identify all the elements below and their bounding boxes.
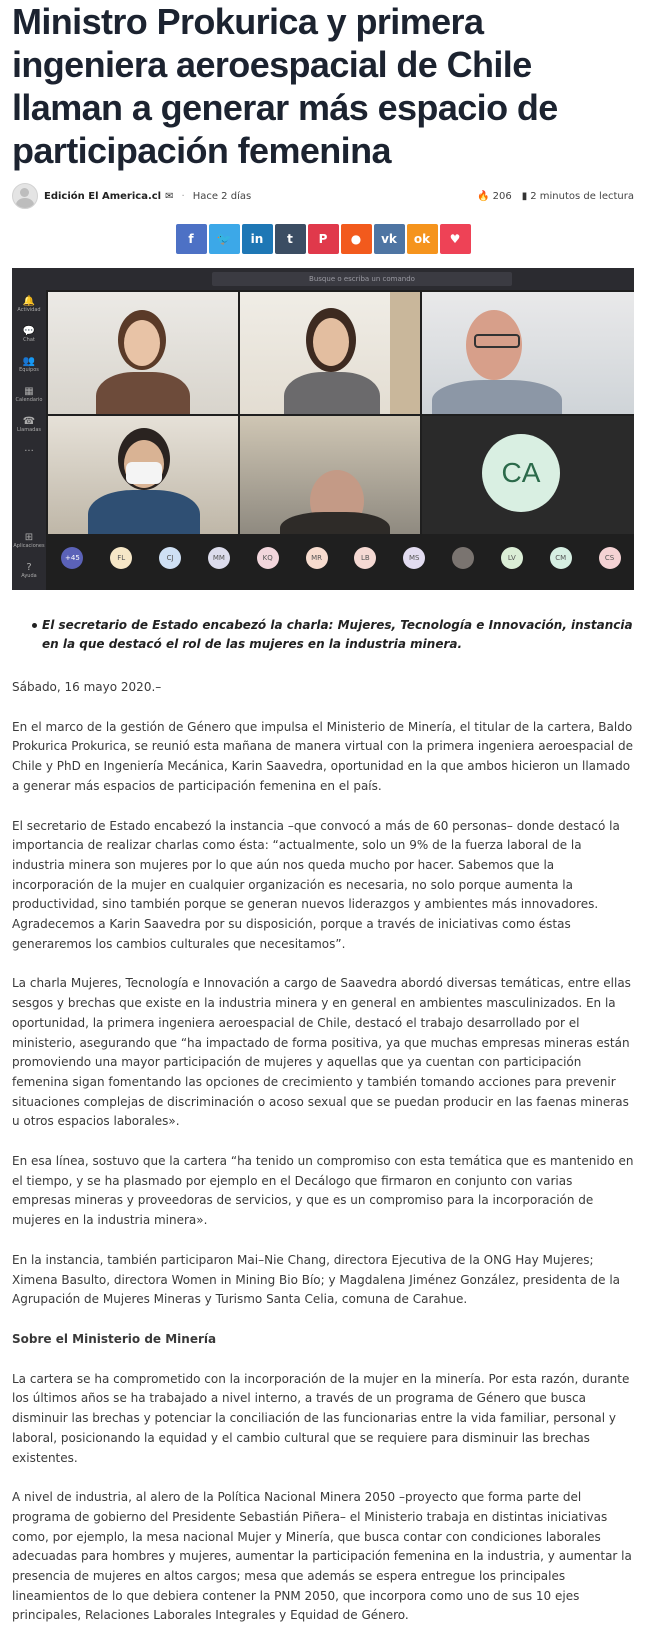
video-call-image xyxy=(12,268,634,590)
teams-titlebar xyxy=(12,268,634,290)
participant-chip: MR xyxy=(306,547,328,569)
participant-more: +45 xyxy=(61,547,83,569)
author-avatar[interactable] xyxy=(12,183,38,209)
participant-chip: LB xyxy=(354,547,376,569)
bookmark-icon: ▮ xyxy=(521,190,528,202)
share-facebook-button[interactable] xyxy=(176,224,207,254)
publish-date: Hace 2 días xyxy=(192,190,252,202)
video-tile-6 xyxy=(422,416,634,534)
participant-chip: CM xyxy=(550,547,572,569)
article-paragraph: Sábado, 16 mayo 2020.– xyxy=(12,680,162,694)
video-tile-1 xyxy=(48,292,238,414)
participant-chip: MM xyxy=(208,547,230,569)
share-twitter-button[interactable] xyxy=(209,224,240,254)
participant-initials: CA xyxy=(482,434,560,512)
teams-search: Busque o escriba un comando xyxy=(212,272,512,286)
author-name[interactable]: Edición El America.cl xyxy=(44,190,162,202)
more-icon: ··· xyxy=(24,446,34,457)
article-meta xyxy=(12,178,634,214)
chat-icon: 💬 Chat xyxy=(22,326,36,343)
share-pinterest-button[interactable] xyxy=(308,224,339,254)
facebook-icon: f xyxy=(188,232,194,246)
participant-chip: KQ xyxy=(257,547,279,569)
article xyxy=(12,0,634,1626)
pocket-icon: ♥ xyxy=(449,232,461,246)
video-tile-3 xyxy=(422,292,634,414)
participant-chip: LV xyxy=(501,547,523,569)
phone-icon: ☎ Llamadas xyxy=(16,416,42,433)
article-paragraph: La cartera se ha comprometido con la incorporación de la mujer en la minería. Por esta razón, durante los últimos años se ha trabajado a nivel interno, a través de un programa de Género que busca disminuir las brechas y potenciar la conciliación de las funcionarias entre la vida familiar, personal y laboral, posicionando la equidad y el cambio cultural que se requiere para disminuir las brechas existentes. xyxy=(12,1371,630,1465)
article-paragraph: En el marco de la gestión de Género que impulsa el Ministerio de Minería, el titular de la cartera, Baldo Prokurica Prokurica, se reunió esta mañana de manera virtual con la primera ingeniera aeroespacial de Chile y PhD en Ingeniería Mecánica, Karin Saavedra, oportunidad en la que ambos hicieron un llamado a generar más espacios de participación femenina en el país. xyxy=(12,719,634,793)
teams-sidebar xyxy=(12,290,46,590)
share-linkedin-button[interactable] xyxy=(242,224,273,254)
article-paragraph: El secretario de Estado encabezó la instancia –que convocó a más de 60 personas– donde destacó la importancia de realizar charlas como ésta: “actualmente, solo un 9% de la fuerza laboral de la industria minera son mujeres por lo que aún nos queda mucho por hacer. Sabemos que la incorporación de la mujer en cualquier organización es necesaria, no solo porque aumenta la productividad, sino también porque se generan nuevos liderazgos y ambientes más innovadores. Agradecemos a Karin Saavedra por su disposición, porque a través de iniciativas como éstas generaremos los cambios culturales que necesitamos”. xyxy=(12,818,620,951)
linkedin-icon: in xyxy=(250,232,264,246)
participant-photo xyxy=(452,547,474,569)
share-pocket-button[interactable] xyxy=(440,224,471,254)
share-reddit-button[interactable] xyxy=(341,224,372,254)
teams-icon: 👥 Equipos xyxy=(19,356,39,373)
participant-chip: CJ xyxy=(159,547,181,569)
calendar-icon: ▦ Calendario xyxy=(15,386,43,403)
read-time: 2 minutos de lectura xyxy=(530,190,634,202)
participant-chip: MS xyxy=(403,547,425,569)
video-tile-4 xyxy=(48,416,238,534)
participant-chip: CS xyxy=(599,547,621,569)
article-paragraph: En la instancia, también participaron Mai–Nie Chang, directora Ejecutiva de la ONG Hay Mujeres; Ximena Basulto, directora Women in Mining Bio Bío; y Magdalena Jiménez González, presidenta de la Agrupación de Mujeres Mineras y Turismo Santa Celia, comuna de Carahue. xyxy=(12,1252,621,1307)
view-count: 206 xyxy=(492,190,512,202)
participant-strip xyxy=(48,538,634,578)
pinterest-icon: P xyxy=(318,232,328,246)
fire-icon: 🔥 xyxy=(477,190,490,202)
share-bar xyxy=(12,224,634,254)
article-lead-bullet: El secretario de Estado encabezó la charla: Mujeres, Tecnología e Innovación, instancia en la que destacó el rol de las mujeres en la industria minera. xyxy=(12,616,634,654)
article-title: Ministro Prokurica y primera ingeniera aeroespacial de Chile llaman a generar más espacio de participación femenina xyxy=(12,1,558,171)
video-tile-5 xyxy=(240,416,420,534)
help-icon: ? Ayuda xyxy=(21,562,37,579)
video-tile-2 xyxy=(240,292,420,414)
vk-icon: vk xyxy=(381,232,397,246)
participant-chip: FL xyxy=(110,547,132,569)
meta-separator: · xyxy=(181,190,185,202)
article-paragraph: La charla Mujeres, Tecnología e Innovación a cargo de Saavedra abordó diversas temáticas, entre ellas sesgos y brechas que existe en la industria minera y en general en ambientes masculinizados. En la oportunidad, la primera ingeniera aeroespacial de Chile, destacó el trabajo desarrollado por el ministerio, asegurando que “ha impactado de forma positiva, ya que muchas empresas mineras están promoviendo una mayor participación de mujeres y aquellas que ya cuentan con participación femenina sigan fomentando las opciones de crecimiento y también tomando acciones para prevenir situaciones complejas de discriminación o acoso sexual que se puedan producir en las faenas mineras u otros espacios laborales». xyxy=(12,976,631,1129)
article-paragraph: A nivel de industria, al alero de la Política Nacional Minera 2050 –proyecto que forma parte del programa de gobierno del Presidente Sebastián Piñera– el Ministerio trabaja en distintas iniciativas como, por ejemplo, la mesa nacional Mujer y Minería, que busca contar con condiciones laborales adecuadas para hombres y mujeres, aumentar la participación femenina en la industria, y aumentar la presencia de mujeres en altos cargos; mesa que además se espera entregue los principales lineamientos de lo que debiera contener la PNM 2050, que incorpora como uno de sus 10 ejes principales, Relaciones Laborales Integrales y Equidad de Género. xyxy=(12,1490,632,1623)
envelope-icon[interactable]: ✉ xyxy=(165,190,174,202)
tumblr-icon: t xyxy=(287,232,293,246)
article-paragraph: En esa línea, sostuvo que la cartera “ha tenido un compromiso con esta temática que es mantenido en el tiempo, y se ha plasmado por ejemplo en el Decálogo que firmaron en conjunto con varias empresas mineras y proveedoras de servicios, y que es un compromiso para la incorporación de mujeres en la industria minera». xyxy=(12,1154,634,1228)
twitter-icon: 🐦 xyxy=(216,232,232,246)
apps-icon: ⊞ Aplicaciones xyxy=(13,532,45,549)
bell-icon: 🔔 Actividad xyxy=(17,296,41,313)
share-tumblr-button[interactable] xyxy=(275,224,306,254)
share-odnoklassniki-button[interactable] xyxy=(407,224,438,254)
share-vk-button[interactable] xyxy=(374,224,405,254)
article-subheading: Sobre el Ministerio de Minería xyxy=(12,1331,217,1346)
odnoklassniki-icon: ok xyxy=(413,232,431,246)
reddit-icon: ● xyxy=(350,232,362,246)
